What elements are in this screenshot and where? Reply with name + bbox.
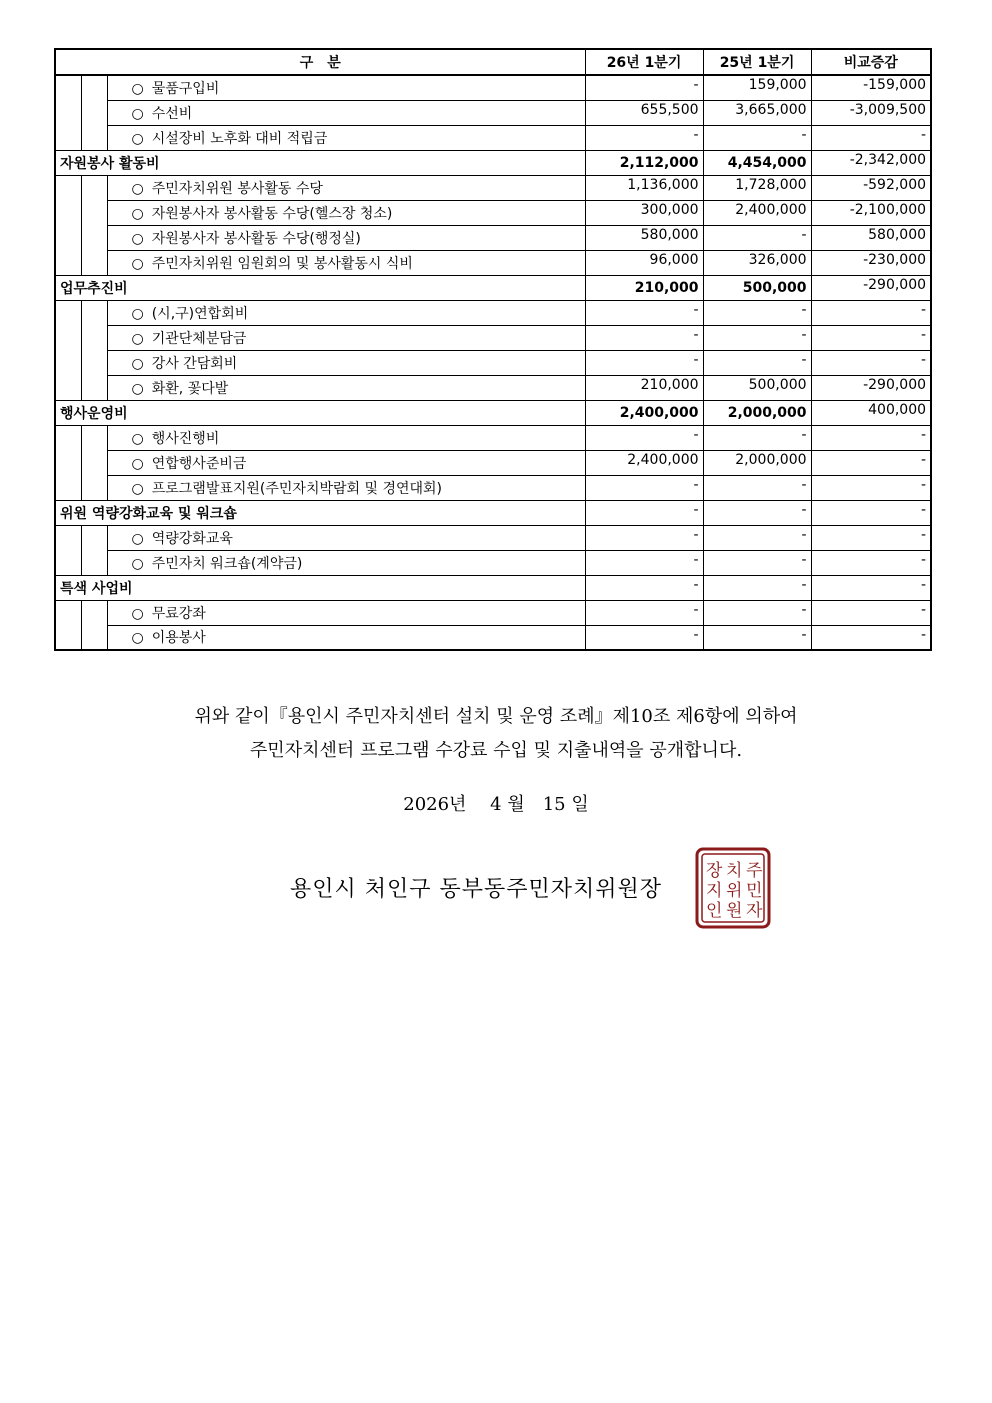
circle-bullet-icon: ○ — [131, 255, 144, 272]
category-row — [55, 150, 931, 175]
item-label: 주민자치 워크숍(계약금) — [151, 555, 303, 572]
indent-cell-2 — [81, 475, 107, 500]
indent-cell-2 — [81, 75, 107, 100]
svg-text:인: 인 — [706, 901, 723, 921]
item-label-cell — [107, 175, 585, 200]
item-label: 역량강화교육 — [151, 530, 233, 547]
value-diff: -3,009,500 — [811, 100, 931, 125]
value-2026-q1: 655,500 — [585, 100, 703, 125]
item-row — [55, 600, 931, 625]
value-2026-q1: - — [585, 325, 703, 350]
indent-cell-1 — [55, 375, 81, 400]
value-diff: -159,000 — [811, 75, 931, 100]
value-2026-q1: 2,112,000 — [585, 150, 703, 175]
item-label: 화환, 꽃다발 — [151, 380, 229, 397]
value-2026-q1: - — [585, 500, 703, 525]
indent-cell-2 — [81, 525, 107, 550]
value-2026-q1: 300,000 — [585, 200, 703, 225]
indent-cell-2 — [81, 100, 107, 125]
indent-cell-2 — [81, 600, 107, 625]
value-2026-q1: - — [585, 75, 703, 100]
value-2026-q1: 2,400,000 — [585, 400, 703, 425]
svg-text:자: 자 — [746, 901, 763, 921]
item-label-cell — [107, 425, 585, 450]
indent-cell-2 — [81, 350, 107, 375]
value-2025-q1: 500,000 — [703, 275, 811, 300]
svg-text:지: 지 — [706, 881, 723, 901]
item-label: 주민자치위원 봉사활동 수당 — [151, 180, 323, 197]
value-2025-q1: 1,728,000 — [703, 175, 811, 200]
indent-cell-2 — [81, 450, 107, 475]
item-label-cell — [107, 325, 585, 350]
value-2025-q1: 326,000 — [703, 250, 811, 275]
svg-text:주: 주 — [746, 861, 763, 881]
indent-cell-1 — [55, 300, 81, 325]
indent-cell-1 — [55, 550, 81, 575]
value-2026-q1: - — [585, 425, 703, 450]
value-2026-q1: 210,000 — [585, 275, 703, 300]
value-diff: - — [811, 525, 931, 550]
item-label-cell — [107, 100, 585, 125]
value-2025-q1: - — [703, 575, 811, 600]
circle-bullet-icon: ○ — [131, 430, 144, 447]
indent-cell-1 — [55, 200, 81, 225]
value-2026-q1: - — [585, 575, 703, 600]
item-label-cell — [107, 225, 585, 250]
item-row — [55, 550, 931, 575]
statement-line-1: 위와 같이『용인시 주민자치센터 설치 및 운영 조례』제10조 제6항에 의하여 — [194, 706, 798, 727]
statement-date: 2026년 4 월 15 일 — [403, 794, 589, 815]
value-2025-q1: - — [703, 600, 811, 625]
circle-bullet-icon: ○ — [131, 80, 144, 97]
indent-cell-2 — [81, 375, 107, 400]
indent-cell-2 — [81, 425, 107, 450]
item-label: (시,구)연합회비 — [151, 305, 249, 322]
item-label-cell — [107, 625, 585, 650]
svg-text:민: 민 — [746, 881, 763, 901]
item-label-cell — [107, 375, 585, 400]
item-row — [55, 325, 931, 350]
item-label-cell — [107, 75, 585, 100]
circle-bullet-icon: ○ — [131, 630, 144, 647]
value-diff: - — [811, 350, 931, 375]
header-diff: 비교증감 — [811, 49, 931, 75]
indent-cell-1 — [55, 600, 81, 625]
indent-cell-2 — [81, 225, 107, 250]
category-row — [55, 575, 931, 600]
indent-cell-1 — [55, 225, 81, 250]
value-2025-q1: - — [703, 300, 811, 325]
value-2025-q1: - — [703, 550, 811, 575]
item-label: 강사 간담회비 — [151, 355, 238, 372]
value-diff: - — [811, 325, 931, 350]
value-2026-q1: - — [585, 350, 703, 375]
circle-bullet-icon: ○ — [131, 330, 144, 347]
item-label-cell — [107, 125, 585, 150]
value-diff: 400,000 — [811, 400, 931, 425]
value-2025-q1: 2,000,000 — [703, 450, 811, 475]
value-diff: - — [811, 300, 931, 325]
value-2025-q1: - — [703, 475, 811, 500]
category-row — [55, 275, 931, 300]
value-2026-q1: - — [585, 125, 703, 150]
indent-cell-1 — [55, 625, 81, 650]
circle-bullet-icon: ○ — [131, 130, 144, 147]
value-2026-q1: 210,000 — [585, 375, 703, 400]
value-2025-q1: - — [703, 225, 811, 250]
value-diff: -290,000 — [811, 275, 931, 300]
indent-cell-1 — [55, 75, 81, 100]
value-diff: -290,000 — [811, 375, 931, 400]
circle-bullet-icon: ○ — [131, 305, 144, 322]
value-diff: 580,000 — [811, 225, 931, 250]
category-label: 업무추진비 — [55, 275, 585, 300]
circle-bullet-icon: ○ — [131, 105, 144, 122]
indent-cell-2 — [81, 125, 107, 150]
header-category: 구 분 — [55, 49, 585, 75]
item-row — [55, 475, 931, 500]
item-label: 행사진행비 — [151, 430, 220, 447]
item-row — [55, 625, 931, 650]
value-2025-q1: 3,665,000 — [703, 100, 811, 125]
header-q1-2026: 26년 1분기 — [585, 49, 703, 75]
category-label: 행사운영비 — [55, 400, 585, 425]
circle-bullet-icon: ○ — [131, 230, 144, 247]
svg-text:장: 장 — [706, 861, 723, 881]
value-2025-q1: 2,400,000 — [703, 200, 811, 225]
indent-cell-1 — [55, 525, 81, 550]
item-row — [55, 300, 931, 325]
indent-cell-1 — [55, 125, 81, 150]
item-row — [55, 375, 931, 400]
circle-bullet-icon: ○ — [131, 605, 144, 622]
official-seal-stamp — [694, 846, 772, 930]
indent-cell-1 — [55, 100, 81, 125]
value-diff: - — [811, 450, 931, 475]
table-header-row — [55, 49, 931, 75]
value-diff: -2,100,000 — [811, 200, 931, 225]
item-label: 물품구입비 — [151, 80, 220, 97]
value-2026-q1: - — [585, 525, 703, 550]
indent-cell-1 — [55, 325, 81, 350]
item-label: 무료강좌 — [151, 605, 206, 622]
item-row — [55, 175, 931, 200]
indent-cell-2 — [81, 300, 107, 325]
value-diff: -230,000 — [811, 250, 931, 275]
svg-text:치: 치 — [726, 861, 743, 881]
statement-line-2: 주민자치센터 프로그램 수강료 수입 및 지출내역을 공개합니다. — [249, 740, 743, 761]
item-label: 자원봉사자 봉사활동 수당(행정실) — [151, 230, 361, 247]
value-diff: - — [811, 125, 931, 150]
table-body — [55, 75, 931, 650]
value-2025-q1: 2,000,000 — [703, 400, 811, 425]
item-label: 프로그램발표지원(주민자치박람회 및 경연대회) — [151, 480, 443, 497]
item-row — [55, 125, 931, 150]
item-row — [55, 425, 931, 450]
circle-bullet-icon: ○ — [131, 205, 144, 222]
indent-cell-2 — [81, 550, 107, 575]
item-row — [55, 200, 931, 225]
value-2025-q1: - — [703, 525, 811, 550]
indent-cell-1 — [55, 475, 81, 500]
category-label: 특색 사업비 — [55, 575, 585, 600]
value-2026-q1: 580,000 — [585, 225, 703, 250]
circle-bullet-icon: ○ — [131, 480, 144, 497]
item-row — [55, 525, 931, 550]
value-diff: -2,342,000 — [811, 150, 931, 175]
item-label: 수선비 — [151, 105, 193, 122]
item-label-cell — [107, 250, 585, 275]
circle-bullet-icon: ○ — [131, 530, 144, 547]
item-row — [55, 100, 931, 125]
item-label: 이용봉사 — [151, 630, 206, 647]
value-2025-q1: - — [703, 125, 811, 150]
signer-title: 용인시 처인구 동부동주민자치위원장 — [290, 877, 663, 902]
svg-text:원: 원 — [726, 901, 743, 921]
item-label-cell — [107, 450, 585, 475]
header-q1-2025: 25년 1분기 — [703, 49, 811, 75]
item-label: 시설장비 노후화 대비 적립금 — [151, 130, 328, 147]
indent-cell-2 — [81, 325, 107, 350]
indent-cell-2 — [81, 175, 107, 200]
item-label: 자원봉사자 봉사활동 수당(헬스장 청소) — [151, 205, 393, 222]
item-label: 연합행사준비금 — [151, 455, 247, 472]
value-diff: - — [811, 600, 931, 625]
category-row — [55, 500, 931, 525]
item-label-cell — [107, 350, 585, 375]
value-2025-q1: 500,000 — [703, 375, 811, 400]
circle-bullet-icon: ○ — [131, 555, 144, 572]
item-row — [55, 75, 931, 100]
value-2025-q1: 4,454,000 — [703, 150, 811, 175]
value-diff: - — [811, 550, 931, 575]
item-label: 주민자치위원 임원회의 및 봉사활동시 식비 — [151, 255, 413, 272]
value-2025-q1: - — [703, 500, 811, 525]
value-2026-q1: - — [585, 300, 703, 325]
indent-cell-1 — [55, 250, 81, 275]
item-row — [55, 225, 931, 250]
value-diff: - — [811, 425, 931, 450]
category-label: 위원 역량강화교육 및 워크숍 — [55, 500, 585, 525]
value-2026-q1: - — [585, 550, 703, 575]
item-label-cell — [107, 300, 585, 325]
circle-bullet-icon: ○ — [131, 455, 144, 472]
item-label-cell — [107, 550, 585, 575]
value-2026-q1: - — [585, 475, 703, 500]
indent-cell-1 — [55, 450, 81, 475]
circle-bullet-icon: ○ — [131, 355, 144, 372]
circle-bullet-icon: ○ — [131, 380, 144, 397]
item-label-cell — [107, 600, 585, 625]
value-2025-q1: - — [703, 325, 811, 350]
indent-cell-2 — [81, 625, 107, 650]
item-row — [55, 450, 931, 475]
value-diff: - — [811, 575, 931, 600]
item-row — [55, 250, 931, 275]
category-row — [55, 400, 931, 425]
value-2025-q1: - — [703, 625, 811, 650]
indent-cell-1 — [55, 425, 81, 450]
item-label-cell — [107, 525, 585, 550]
item-label-cell — [107, 200, 585, 225]
item-label-cell — [107, 475, 585, 500]
indent-cell-1 — [55, 175, 81, 200]
value-diff: - — [811, 475, 931, 500]
circle-bullet-icon: ○ — [131, 180, 144, 197]
indent-cell-2 — [81, 200, 107, 225]
value-diff: -592,000 — [811, 175, 931, 200]
value-2025-q1: - — [703, 425, 811, 450]
value-2026-q1: 1,136,000 — [585, 175, 703, 200]
svg-text:위: 위 — [726, 881, 743, 901]
indent-cell-2 — [81, 250, 107, 275]
value-diff: - — [811, 500, 931, 525]
category-label: 자원봉사 활동비 — [55, 150, 585, 175]
item-row — [55, 350, 931, 375]
item-label: 기관단체분담금 — [151, 330, 247, 347]
value-2026-q1: - — [585, 600, 703, 625]
value-2025-q1: 159,000 — [703, 75, 811, 100]
value-2026-q1: 96,000 — [585, 250, 703, 275]
indent-cell-1 — [55, 350, 81, 375]
value-2025-q1: - — [703, 350, 811, 375]
value-2026-q1: 2,400,000 — [585, 450, 703, 475]
expense-table — [54, 48, 932, 651]
value-diff: - — [811, 625, 931, 650]
value-2026-q1: - — [585, 625, 703, 650]
